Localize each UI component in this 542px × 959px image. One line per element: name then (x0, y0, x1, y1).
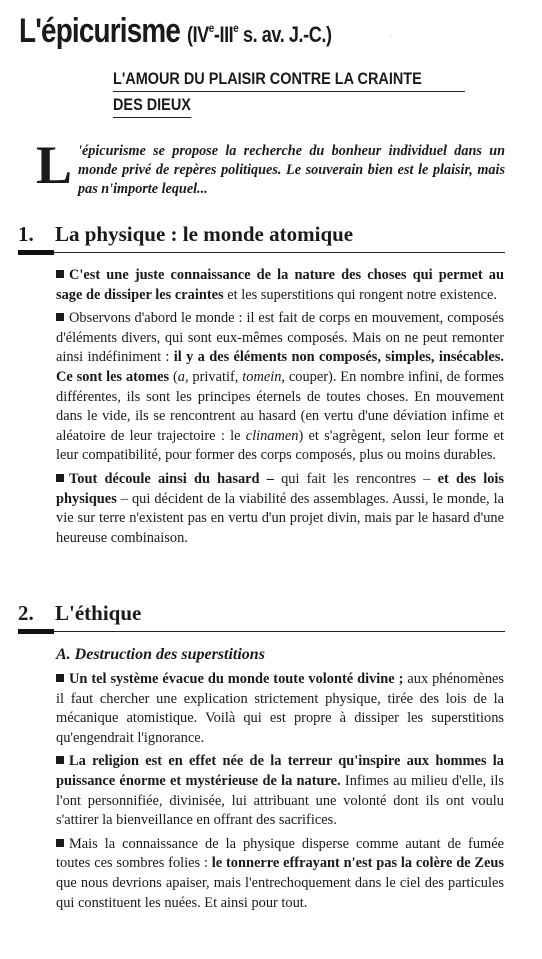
s1p2-h: clinamen (245, 427, 299, 444)
s2p3-c: que nous devrions apaiser, mais l'entrechoquement dans le ciel des particules qui constituent les nuées. Et ainsi pour tout. (56, 874, 504, 911)
s1p2-e: , privatif, (184, 368, 243, 385)
subtitle-line1: L'AMOUR DU PLAISIR CONTRE LA CRAINTE (113, 66, 465, 92)
s1p2-f: tomein (242, 368, 282, 385)
bullet-square-icon (56, 756, 64, 764)
subtitle (113, 66, 422, 118)
s1-paragraph-1 (56, 266, 504, 305)
intro-paragraph (18, 135, 505, 199)
section-1-header (18, 222, 505, 256)
section-2-header (18, 601, 505, 635)
title-period (187, 22, 332, 47)
bullet-square-icon (56, 474, 64, 482)
subtitle-line2: DES DIEUX (113, 92, 191, 118)
s1p2-c: ( (169, 368, 178, 385)
intro-text: 'épicurisme se propose la recherche du bonheur individuel dans un monde privé de repères politiques. Le souverain bien est le plaisir, mais pas n'importe lequel... (78, 143, 505, 197)
s2p3-b: le tonnerre effrayant n'est pas la colère de Zeus (211, 855, 505, 872)
bullet-square-icon (56, 313, 64, 321)
s2-paragraph-1 (56, 670, 504, 748)
section-1-heading (18, 222, 505, 247)
s1p3-d: – qui décident de la viabilité des assemblages. Aussi, le monde, la vie sur terre n'existent pas en vertu d'un projet divin, mais par le hasard d'une heureuse combinaison. (56, 490, 504, 546)
s1p1-rest: et les superstitions qui rongent notre existence. (223, 286, 497, 303)
s2p1-rest: aux phénomènes il faut chercher une explication strictement physique, tirée des lois de la mécanique atomistique. Voilà qui est propre à dissiper les superstitions qu'engendrait l'ignorance. (56, 671, 505, 746)
s1p1-bold: C'est une juste connaissance de la nature des choses qui permet au sage de dissiper les craintes (56, 267, 504, 303)
section-1-body (56, 266, 504, 552)
s1p3-b: qui fait les rencontres – (281, 470, 438, 487)
period-sup2: e (233, 21, 239, 35)
section-2-subheading: A. Destruction des superstitions (56, 646, 265, 663)
section-2-title: L'éthique (55, 601, 142, 625)
s2-paragraph-2 (56, 752, 504, 830)
s1p2-a: Observons d'abord le monde : il est fait de corps en mouvement, composés d'éléments divers, qui sont eux-mêmes composés. Mais on ne peut remonter ainsi indéfiniment : (56, 310, 504, 366)
period-close: s. av. J.-C.) (238, 22, 332, 47)
section-1-rule (18, 250, 505, 256)
page-title (19, 12, 332, 51)
period-mid: -III (213, 22, 234, 47)
section-2-number: 2. (18, 601, 34, 625)
s2-paragraph-3 (56, 835, 504, 913)
s2p1-bold: Un tel système évacue du monde toute volonté divine ; (69, 671, 404, 687)
section-2-heading (18, 601, 505, 626)
s1p2-g: , couper). En nombre infini, de formes différentes, ils sont les principes éternels de toutes choses. En mouvement dans le vide, ils se rencontrent au hasard (en vertu d'une déviation infime et aléatoire de leur trajectoire : le (56, 368, 504, 444)
s2p2-bold: La religion est en effet née de la terreur qu'inspire aux hommes la puissance énorme et mystérieuse de la nature. (56, 753, 504, 789)
period-sup1: e (208, 21, 214, 35)
s1p3-c: et des lois physiques (56, 470, 504, 507)
section-2-body (56, 670, 504, 917)
title-main: L'épicurisme (19, 12, 181, 50)
bullet-square-icon (56, 839, 64, 847)
s2p2-rest: Infimes au milieu d'elle, ils l'ont personnifiée, divinisée, lui attribuant une volonté dont ils ont voulu s'attirer la bienveillance en offrant des sacrifices. (56, 772, 504, 829)
bullet-square-icon (56, 270, 64, 278)
stray-mark: · (389, 31, 393, 42)
s2p3-a: Mais la connaissance de la physique disperse comme autant de fumée toutes ces sombres folies : (56, 835, 504, 872)
s1p2-i: ) et s'agrègent, selon leur forme et leur compatibilité, pour former des corps composés, plus ou moins durables. (56, 427, 504, 464)
s1p3-a: Tout découle ainsi du hasard – (69, 470, 282, 487)
bullet-square-icon (56, 674, 64, 682)
section-1-title: La physique : le monde atomique (55, 222, 354, 246)
s1p2-b: il y a des éléments non composés, simples, insécables. Ce sont les atomes (56, 349, 504, 385)
s1-paragraph-2 (56, 309, 504, 466)
s1-paragraph-3 (56, 470, 504, 548)
section-1-number: 1. (18, 222, 34, 246)
period-open: (IV (186, 22, 209, 47)
section-2-rule (18, 629, 505, 635)
dropcap: L (36, 135, 73, 195)
s1p2-d: a (177, 368, 185, 385)
